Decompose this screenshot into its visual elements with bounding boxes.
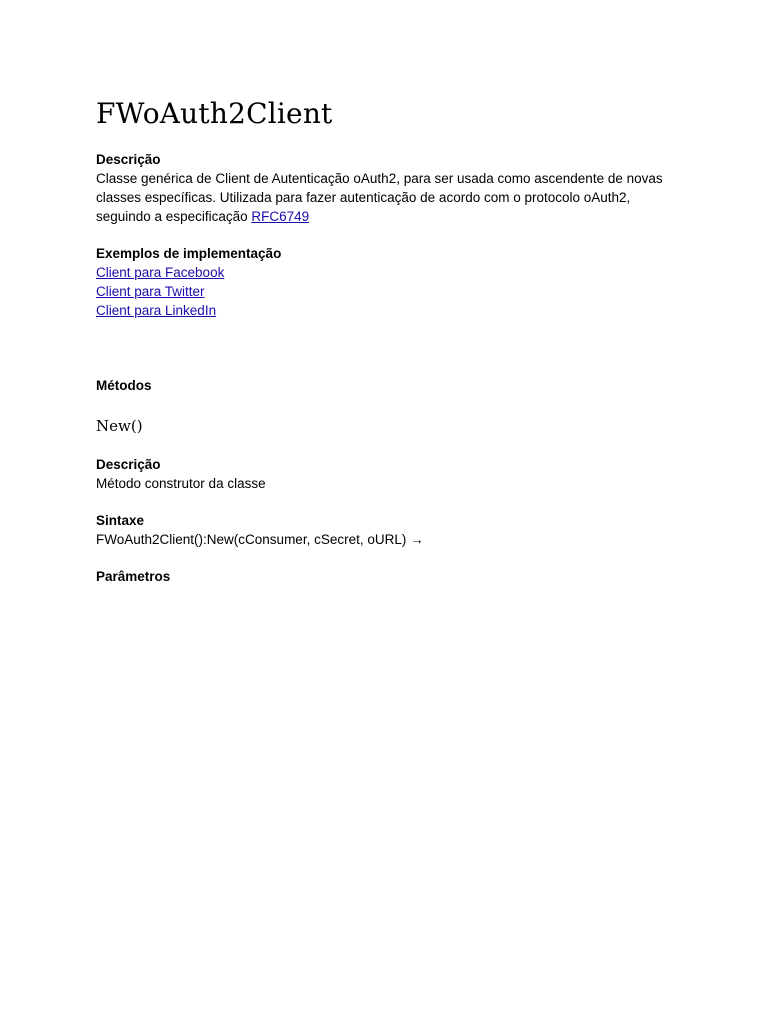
linkedin-client-link[interactable]: Client para LinkedIn bbox=[96, 303, 217, 318]
method-name: New() bbox=[96, 417, 143, 435]
list-item bbox=[96, 282, 676, 301]
syntax-text: FWoAuth2Client():New(cConsumer, cSecret, oURL) → bbox=[96, 532, 424, 547]
examples-list bbox=[96, 263, 676, 320]
parameters-label: Parâmetros bbox=[96, 569, 171, 584]
list-item bbox=[96, 301, 676, 320]
method-description-label: Descrição bbox=[96, 457, 161, 472]
description-body: Classe genérica de Client de Autenticação oAuth2, para ser usada como ascendente de novas classes específicas. Utilizada para fazer autenticação de acordo com o protocolo oAuth2, seguindo a especificação bbox=[96, 171, 663, 224]
syntax-label: Sintaxe bbox=[96, 513, 145, 528]
description-label: Descrição bbox=[96, 152, 161, 167]
methods-label: Métodos bbox=[96, 378, 152, 393]
examples-label: Exemplos de implementação bbox=[96, 246, 282, 261]
list-item bbox=[96, 263, 676, 282]
page-title: FWoAuth2Client bbox=[96, 97, 333, 130]
facebook-client-link[interactable]: Client para Facebook bbox=[96, 265, 225, 280]
rfc6749-link[interactable]: RFC6749 bbox=[251, 209, 310, 224]
description-text bbox=[96, 169, 676, 226]
document-page bbox=[96, 96, 676, 586]
method-description-text: Método construtor da classe bbox=[96, 476, 266, 491]
twitter-client-link[interactable]: Client para Twitter bbox=[96, 284, 205, 299]
